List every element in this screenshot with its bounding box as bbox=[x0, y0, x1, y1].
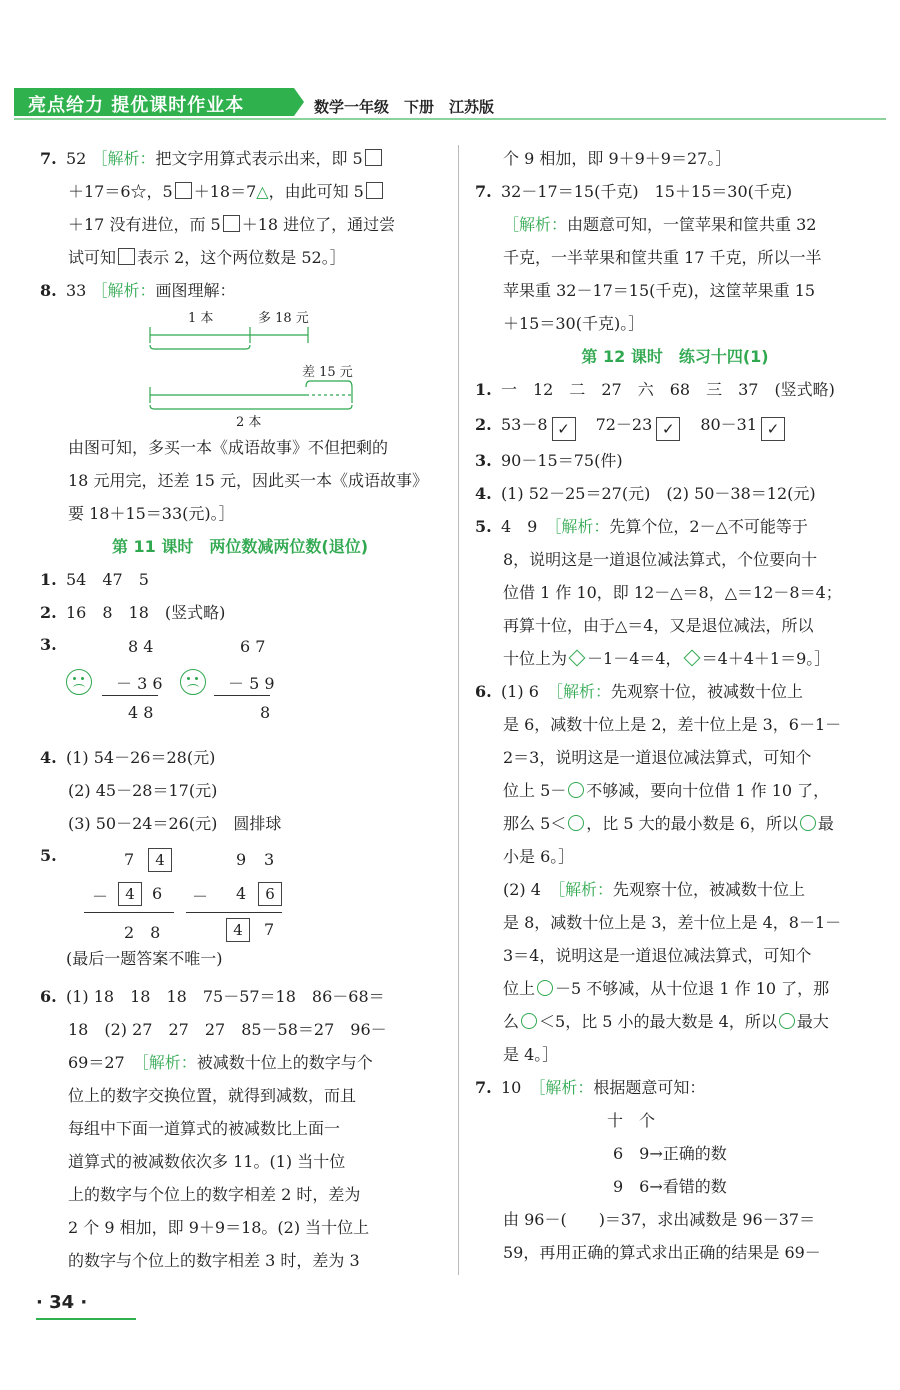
diamond-icon bbox=[683, 650, 700, 667]
label-18-more: 多 18 元 bbox=[258, 311, 309, 326]
answer-3: 3. 8 4 － 3 6 4 8 6 7 － 5 9 8 bbox=[40, 635, 275, 722]
analysis-label: ［解析： bbox=[553, 517, 610, 536]
analysis-label: ［解析： bbox=[537, 1078, 594, 1097]
analysis-label: ［解析： bbox=[91, 281, 156, 300]
section-title-12: 第 12 课时 练习十四(1) bbox=[581, 347, 769, 366]
line-diagram bbox=[40, 307, 440, 431]
section-title-11: 第 11 课时 两位数减两位数(退位) bbox=[111, 537, 369, 556]
circle-icon bbox=[521, 1013, 537, 1029]
label-15-short: 差 15 元 bbox=[302, 365, 353, 380]
sad-face-icon bbox=[180, 669, 206, 695]
label-two-books: 2 本 bbox=[236, 415, 262, 430]
triangle-icon: △ bbox=[256, 182, 269, 201]
answer-r6: 6. (1) 6 ［解析：先观察十位，被减数十位上 是 6，减数十位上是 2，差十位上是 3，6－1－ 2＝3，说明这是一道退位减法算式，可知个 位上 5－ 不够减，要向十位借 1 作 10 了， 那么 5＜ ，比 5 大的最小数是 6，所以 最 小是 6。］ (2) 4 ［解析：先观察十位，被减数十位上 是 8，减数十位上是 3，差十位上是 4，8－1－ 3＝4，说明这是一道退位减法算式，可知个 位上 －5 不够减，从十位退 1 作 10 了，那 么 ＜5，比 5 小的最大数是 4，所以 最大 是 4。］ bbox=[475, 682, 842, 1064]
check-box: ✓ bbox=[552, 417, 576, 441]
book-subtitle: 数学一年级 下册 江苏版 bbox=[314, 98, 495, 116]
analysis-label: ［解析： bbox=[503, 215, 568, 234]
analysis-label: ［解析： bbox=[91, 149, 156, 168]
right-column: 个 9 相加，即 9＋9＋9＝27。］ 7. 32－17＝15(千克) 15＋15＝30(千克) ［解析：由题意可知，一筐苹果和筐共重 32 千克，一半苹果和筐共重 17 千克，所以一半 苹果重 32－17＝15(千克)，这筐苹果重 15 ＋15＝30(千克)。］ 第 12 课时 练习十四(1) 1. 一 12 二 27 六 68 三 37 (竖式略) 2. 53－8 ✓ 72－23 ✓ 80－31 ✓ 3. 90－15＝75(件) 4. (1) 52－25＝27(元) (2) 50－38＝12(元) 5. 4 9 ［解析：先算个位，2－△不可能等于 8，说明这是一道退位减法算式，个位要向十 位借 1 作 10，即 12－△＝8，△＝12－8＝4； 再算十位，由于△＝4，又是退位减法，所以 十位上为 －1－4＝4， ＝4＋4＋1＝9。］ 6. (1) 6 ［解析：先观察十位，被减数十位上 是 6，减数十位上是 2，差十位上是 3，6－1－ 2＝3，说明这是一道退位减法算式，可知个 位上 5－ 不够减，要向十位借 1 作 10 了， 那么 5＜ ，比 5 大的最小数是 6，所以 最 小是 6。］ (2) 4 ［解析：先观察十位，被减数十位上 是 8，减数十位上是 3，差十位上是 4，8－1－ 3＝4，说明这是一道退位减法算式，可知个 位上 －5 不够减，从十位退 1 作 10 了，那 么 ＜5，比 5 小的最大数是 4，所以 最大 是 4。］ 7. 10 ［解析：根据题意可知： 十 个 6 9→正确的数 9 6→看错的数 由 96－( )＝37，求出减数是 96－37＝ 59，再用正确的算式求出正确的结果是 69－ bbox=[475, 142, 875, 1269]
answer-r7b: 7. 10 ［解析：根据题意可知： 十 个 6 9→正确的数 9 6→看错的数 由 96－( )＝37，求出减数是 96－37＝ 59，再用正确的算式求出正确的结果是 69－ bbox=[475, 1078, 821, 1262]
check-box: ✓ bbox=[761, 417, 785, 441]
header-rule bbox=[14, 118, 886, 120]
analysis-label: ［解析： bbox=[554, 682, 611, 701]
blank-box bbox=[365, 149, 382, 166]
answer-box: 4 bbox=[226, 918, 250, 942]
label-one-book: 1 本 bbox=[188, 311, 214, 326]
answer-r7: 7. 32－17＝15(千克) 15＋15＝30(千克) ［解析：由题意可知，一筐苹果和筐共重 32 千克，一半苹果和筐共重 17 千克，所以一半 苹果重 32－17＝15(千克)，这筐苹果重 15 ＋15＝30(千克)。］ bbox=[475, 182, 822, 333]
check-box: ✓ bbox=[656, 417, 680, 441]
circle-icon bbox=[568, 782, 584, 798]
circle-icon bbox=[779, 1013, 795, 1029]
blank-box bbox=[366, 182, 383, 199]
page-header bbox=[14, 88, 886, 120]
answer-box: 4 bbox=[148, 848, 172, 872]
circle-icon bbox=[568, 815, 584, 831]
sad-face-icon bbox=[66, 669, 92, 695]
answer-4: 4. (1) 54－26＝28(元) (2) 45－28＝17(元) (3) 50－24＝26(元) 圆排球 bbox=[40, 748, 282, 833]
answer-8: 8. 33 ［解析：画图理解： 1 本 多 18 元 差 15 元 2 本 由图可知，多买一本《成语故事》不但把剩的 18 元用完，还差 15 元，因此买一本《成语故事》 要 18＋15＝33(元)。］ bbox=[40, 274, 440, 530]
answer-6: 6. (1) 18 18 18 75－57＝18 86－68＝ 18 (2) 27 27 27 85－58＝27 96－ 69＝27 ［解析：被减数十位上的数字与个 位上的数字交换位置，就得到减数，而且 每组中下面一道算式的被减数比上面一 道算式的被减数依次多 11。(1) 当十位 上的数字与个位上的数字相差 2 时，差为 2 个 9 相加，即 9＋9＝18。(2) 当十位上 的数字与个位上的数字相差 3 时，差为 3 bbox=[40, 987, 387, 1270]
answer-box: 6 bbox=[258, 882, 282, 906]
circle-icon bbox=[800, 815, 816, 831]
blank-box bbox=[175, 182, 192, 199]
page-number: · 34 · bbox=[36, 1292, 88, 1313]
footer-rule bbox=[36, 1318, 136, 1320]
answer-r5: 5. 4 9 ［解析：先算个位，2－△不可能等于 8，说明这是一道退位减法算式，个位要向十 位借 1 作 10，即 12－△＝8，△＝12－8＝4； 再算十位，由于△＝4，又是退位减法，所以 十位上为 －1－4＝4， ＝4＋4＋1＝9。］ bbox=[475, 517, 842, 668]
analysis-label: ［解析： bbox=[140, 1053, 197, 1072]
brand-title: 亮点给力 提优课时作业本 bbox=[28, 95, 245, 116]
left-column: 7. 52 ［解析：把文字用算式表示出来，即 5 ＋17＝6☆，5 ＋18＝7△，由此可知 5 ＋17 没有进位，而 5 ＋18 进位了，通过尝 试可知 表示 2，这个两位数是 52。］ 8. 33 ［解析：画图理解： 1 本 多 18 元 差 15 元 2 本 由图可知，多买一本《成语故事》不但把剩的 18 元用完，还差 15 元，因此买一本《成语故事》 要 18＋15＝33(元)。］ 第 11 课时 两位数减两位数(退位) 1. 54 47 5 2. 16 8 18 (竖式略) 3. 8 4 － 3 6 4 8 6 7 － 5 9 8 4. (1) 54－26＝28(元) (2) 45－28＝17(元) (3) 50－24＝26(元) 圆排球 5. 7 4 － 4 6 2 8 9 3 － 4 6 4 7 (最后一题答案不唯一) 6. (1) 18 18 18 75－57＝18 86－68＝ 18 (2) 27 27 27 85－58＝27 96－ 69＝27 ［解析：被减数十位上的数字与个 位上的数字交换位置，就得到减数，而且 每组中下面一道算式的被减数比上面一 道算式的被减数依次多 11。(1) 当十位 上的数字与个位上的数字相差 2 时，差为 2 个 9 相加，即 9＋9＝18。(2) 当十位上 的数字与个位上的数字相差 3 时，差为 3 bbox=[40, 142, 440, 1277]
answer-5: 5. 7 4 － 4 6 2 8 9 3 － 4 6 4 7 (最后一题答案不唯一) bbox=[40, 840, 440, 970]
diamond-icon bbox=[569, 650, 586, 667]
analysis-label: ［解析： bbox=[556, 880, 613, 899]
blank-box bbox=[223, 215, 240, 232]
answer-box: 4 bbox=[118, 882, 142, 906]
circle-icon bbox=[537, 980, 553, 996]
column-divider bbox=[458, 145, 459, 1275]
answer-7: 7. 52 ［解析：把文字用算式表示出来，即 5 ＋17＝6☆，5 ＋18＝7△，由此可知 5 ＋17 没有进位，而 5 ＋18 进位了，通过尝 试可知 表示 2，这个两位数是 52。］ bbox=[40, 149, 396, 267]
blank-box bbox=[118, 248, 135, 265]
